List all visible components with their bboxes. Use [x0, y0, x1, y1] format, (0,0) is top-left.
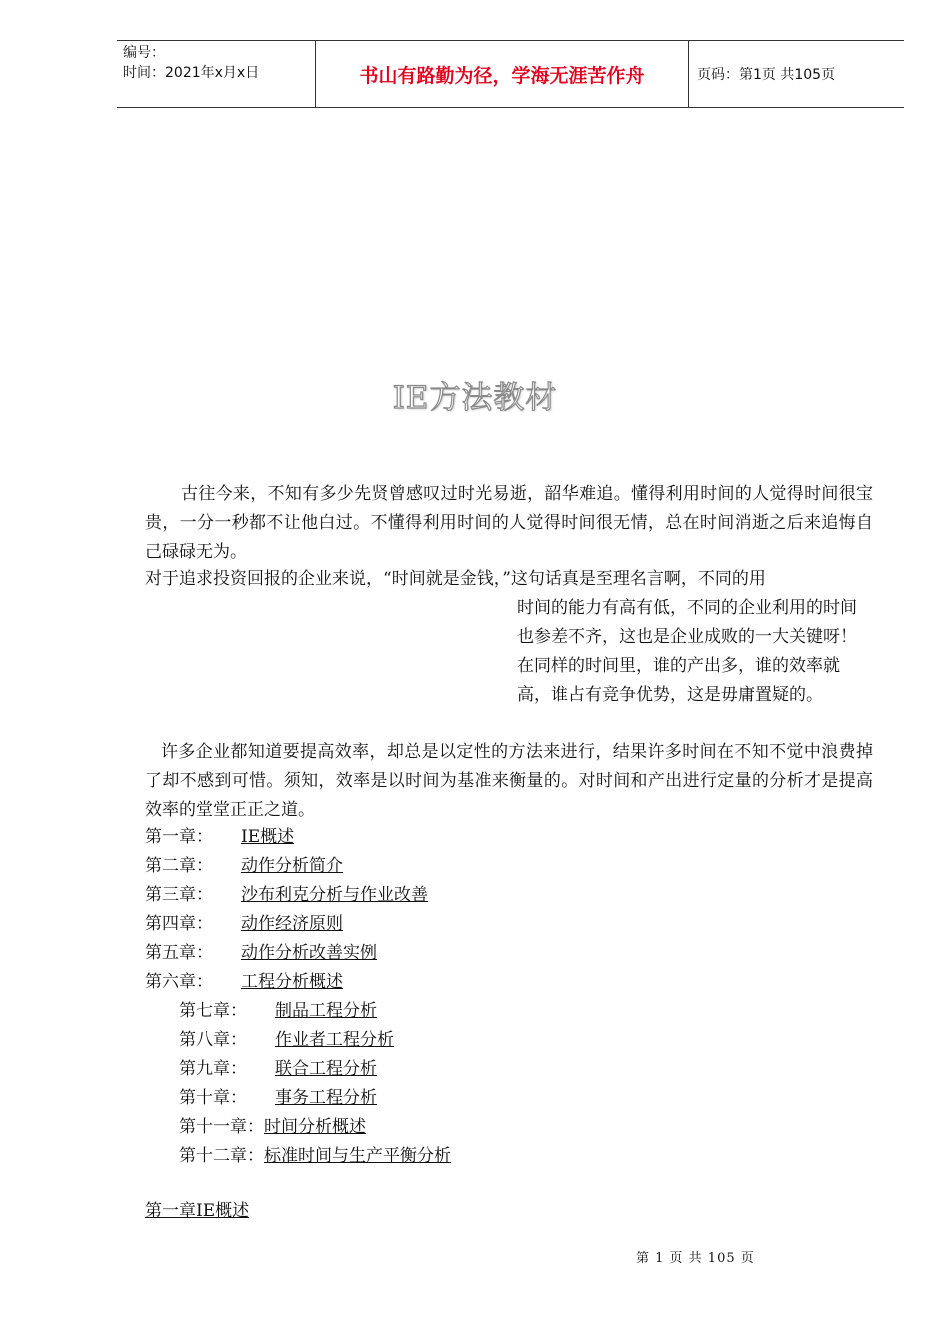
toc-item[interactable]: 第二章： 动作分析简介: [145, 856, 343, 876]
toc-item[interactable]: 第七章： 制品工程分析: [179, 1001, 377, 1021]
header-table: [117, 40, 904, 108]
header-id-label: 编号：: [123, 45, 165, 61]
toc-item[interactable]: 第五章： 动作分析改善实例: [145, 943, 377, 963]
paragraph-investment-cont: 时间的能力有高有低，不同的企业利用的时间也参差不齐，这也是企业成败的一大关键呀！在同样的时间里，谁的产出多，谁的效率就高，谁占有竞争优势，这是毋庸置疑的。: [517, 598, 857, 705]
toc-item[interactable]: 第十一章：时间分析概述: [179, 1117, 366, 1137]
page-footer: 第 1 页 共 105 页: [636, 1251, 755, 1266]
toc-item[interactable]: 第六章： 工程分析概述: [145, 972, 343, 992]
toc-item[interactable]: 第四章： 动作经济原则: [145, 914, 343, 934]
toc-item[interactable]: 第十二章：标准时间与生产平衡分析: [179, 1146, 451, 1166]
paragraph-efficiency: 许多企业都知道要提高效率，却总是以定性的方法来进行，结果许多时间在不知不觉中浪费掉了却不感到可惜。须知，效率是以时间为基准来衡量的。对时间和产出进行定量的分析才是提高效率的堂堂正正之道。: [145, 742, 873, 820]
toc-item[interactable]: 第三章： 沙布利克分析与作业改善: [145, 885, 428, 905]
toc-item[interactable]: 第十章： 事务工程分析: [179, 1088, 377, 1108]
paragraph-intro: 古往今来，不知有多少先贤曾感叹过时光易逝，韶华难追。懂得利用时间的人觉得时间很宝贵，一分一秒都不让他白过。不懂得利用时间的人觉得时间很无情，总在时间消逝之后来追悔自己碌碌无为。: [145, 484, 873, 562]
header-page-info: 页码：第1页 共105页: [697, 67, 836, 83]
toc-item[interactable]: 第八章： 作业者工程分析: [179, 1030, 394, 1050]
paragraph-investment: 对于追求投资回报的企业来说，“时间就是金钱，”这句话真是至理名言啊，不同的用: [145, 569, 766, 589]
toc-item[interactable]: 第一章： IE概述: [145, 827, 295, 847]
document-title: IE方法教材: [392, 380, 558, 416]
header-meta-cell: [117, 41, 315, 107]
toc-item[interactable]: 第九章： 联合工程分析: [179, 1059, 377, 1079]
header-time-label: 时间：2021年x月x日: [123, 65, 260, 81]
header-motto: 书山有路勤为径，学海无涯苦作舟: [315, 41, 689, 107]
section-heading: 第一章IE概述: [145, 1201, 250, 1221]
